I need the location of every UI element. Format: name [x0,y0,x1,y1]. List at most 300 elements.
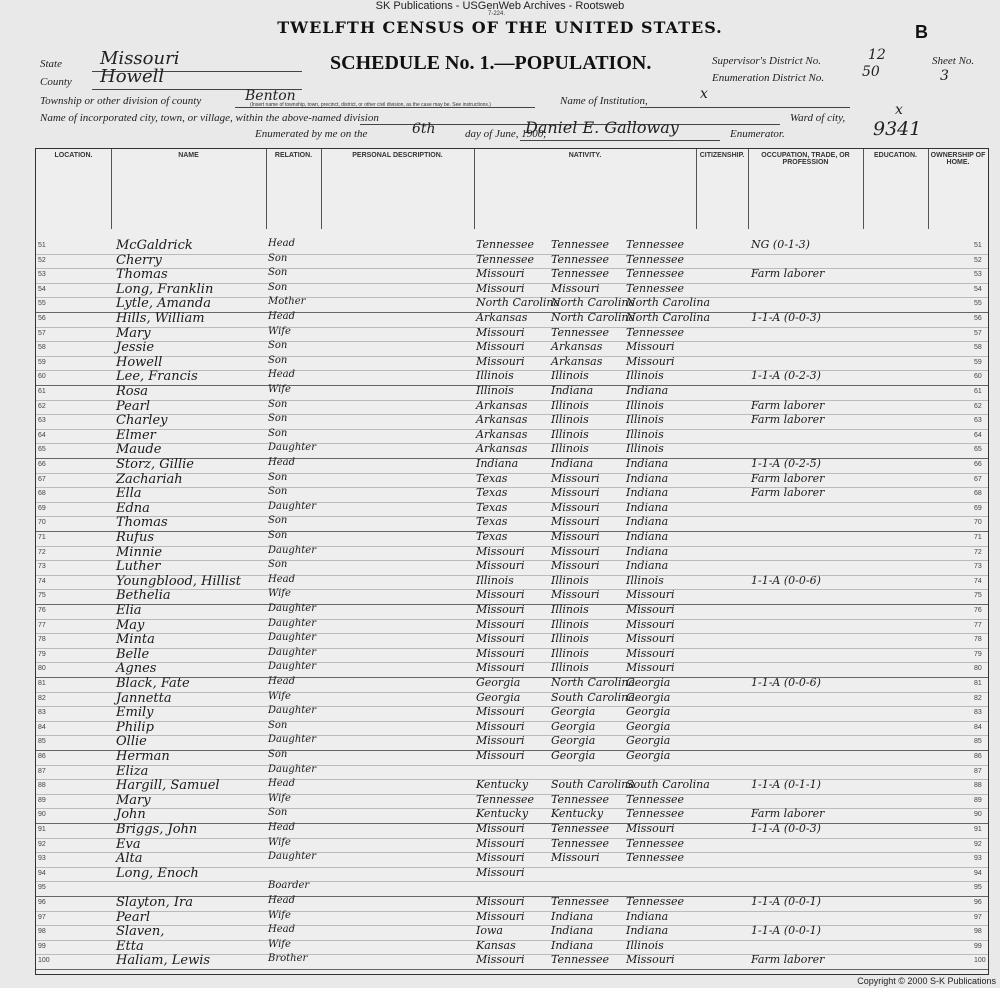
entry-father: Illinois [551,413,589,427]
entry-birth: Missouri [476,822,525,835]
entry-father: Indiana [551,909,594,923]
row-number: 59 [974,358,982,366]
entry-mother: Illinois [626,369,664,383]
entry-father: North Carolina [551,296,636,310]
row-number: 74 [974,577,982,585]
entry-relation: Daughter [268,661,316,673]
entry-father: Georgia [551,705,596,719]
entry-mother: North Carolina [626,311,711,324]
entry-father: Indiana [551,384,594,397]
entry-mother: Georgia [626,676,671,689]
row-number: 86 [38,753,46,760]
entry-mother: South Carolina [626,778,710,792]
entry-relation: Daughter [268,734,316,746]
entry-relation: Son [268,515,288,527]
row-number: 89 [38,796,46,804]
entry-birth: Missouri [476,719,525,733]
entry-relation: Daughter [268,646,316,658]
entry-father: Missouri [551,588,600,602]
entry-mother: Tennessee [626,267,684,281]
entry-occ: 1-1-A (0-1-1) [751,778,821,792]
entry-relation: Daughter [268,617,316,629]
entry-birth: Missouri [476,895,525,908]
entry-mother: Tennessee [626,238,684,251]
entry-father: Kentucky [551,807,604,821]
township-label: Township or other division of county [40,95,202,107]
entry-father: South Carolina [551,690,635,704]
entry-father: Illinois [551,398,589,412]
entry-relation: Wife [268,909,291,921]
entry-relation: Brother [268,953,308,965]
entry-mother: Tennessee [626,792,684,806]
enumerator-value: Daniel E. Galloway [525,118,679,137]
row-number: 88 [974,782,982,790]
entry-birth: Tennessee [476,252,534,266]
entry-father: Illinois [551,661,589,675]
row-number: 71 [974,534,982,541]
entry-occ: Farm laborer [751,267,825,281]
entry-mother: Georgia [626,719,671,733]
entry-relation: Son [268,354,288,366]
row-number: 98 [38,928,46,936]
entry-name: Bethelia [116,588,171,604]
entry-mother: Missouri [626,646,675,660]
form-number: 7-224. [488,11,506,17]
row-number: 75 [974,592,982,600]
entry-name: Eliza [116,763,149,779]
col-name-title: NAME [178,152,199,159]
entry-mother: Tennessee [626,895,684,908]
row-number: 55 [38,300,46,308]
entry-name: Belle [116,646,150,662]
entry-relation: Son [268,807,288,819]
row-number: 83 [974,709,982,717]
row-number: 86 [974,753,982,760]
entry-father: Illinois [551,603,589,616]
row-number: 80 [974,665,982,673]
entry-mother: Georgia [626,705,671,719]
entry-birth: Illinois [476,384,514,397]
row-number: 99 [38,942,46,950]
entry-birth: Missouri [476,588,525,602]
row-number: 70 [38,519,46,527]
entry-relation: Boarder [268,880,310,892]
entry-father: Indiana [551,924,594,938]
row-rule [36,502,988,503]
entry-relation: Son [268,719,288,731]
row-rule [36,531,988,532]
entry-name: Minta [116,632,155,648]
entry-father: Indiana [551,457,594,470]
entry-birth: Arkansas [476,427,528,441]
stamp-number: 9341 [873,118,922,140]
row-number: 61 [38,388,46,395]
entry-name: Lytle, Amanda [116,296,211,312]
entry-mother: Illinois [626,442,664,456]
entry-name: Pearl [116,909,150,925]
entry-birth: Texas [476,530,508,543]
entry-name: Maude [116,442,162,458]
entry-name: Jessie [116,340,155,356]
row-number: 67 [38,475,46,483]
entry-relation: Son [268,340,288,352]
entry-name: Youngblood, Hillist [116,573,241,589]
county-value: Howell [100,66,165,87]
row-number: 54 [974,285,982,293]
row-number: 51 [38,242,46,249]
row-number: 74 [38,577,46,585]
row-number: 94 [38,869,46,877]
entry-relation: Daughter [268,632,316,644]
entry-birth: Missouri [476,836,525,850]
enumeration-value: 50 [862,64,880,80]
entry-name: Thomas [116,267,168,283]
entry-relation: Head [268,822,296,833]
entry-relation: Mother [268,296,306,308]
entry-father: Illinois [551,369,589,383]
entry-mother: Missouri [626,617,675,631]
row-number: 53 [974,271,982,279]
entry-birth: Missouri [476,646,525,660]
row-number: 56 [974,315,982,322]
col-education-title: EDUCATION. [873,152,918,159]
entry-mother: North Carolina [626,296,711,310]
row-number: 96 [38,899,46,906]
entry-mother: Missouri [626,354,675,368]
entry-relation: Wife [268,938,291,950]
entry-father: Georgia [551,734,596,748]
entry-mother: Indiana [626,471,669,485]
col-location-title: LOCATION. [54,152,93,159]
entry-relation: Head [268,573,296,585]
entry-birth: Tennessee [476,238,534,251]
col-nativity [474,149,697,229]
entry-occ: 1-1-A (0-0-1) [751,895,821,908]
entry-mother: Georgia [626,749,671,762]
entry-relation: Daughter [268,442,316,454]
entry-father: Illinois [551,573,589,587]
row-number: 99 [974,942,982,950]
entry-birth: Tennessee [476,792,534,806]
row-number: 94 [974,869,982,877]
entry-name: John [116,807,146,823]
row-number: 81 [974,680,982,687]
page-title: TWELFTH CENSUS OF THE UNITED STATES. [277,18,723,37]
entry-mother: Indiana [626,384,669,397]
row-number: 61 [974,388,982,395]
row-number: 97 [974,913,982,921]
entry-occ: 1-1-A (0-0-3) [751,311,821,324]
entry-father: Tennessee [551,325,609,339]
row-number: 92 [974,840,982,848]
entry-occ: Farm laborer [751,398,825,412]
entry-mother: Illinois [626,573,664,587]
row-number: 98 [974,928,982,936]
row-number: 73 [974,563,982,571]
entry-father: Missouri [551,559,600,573]
col-ownership [928,149,988,229]
day-of-label: day of June, 1900, [465,128,546,140]
row-number: 91 [974,826,982,833]
entry-name: Ella [116,486,142,502]
entry-name: Etta [116,938,144,954]
township-note: (Insert name of township, town, precinct, district, or other civil division, as the case may be. See instructions.) [250,102,491,108]
entry-occ: Farm laborer [751,413,825,427]
entry-name: Herman [116,749,170,764]
row-number: 64 [38,431,46,439]
entry-relation: Son [268,471,288,483]
row-number: 85 [38,738,46,746]
row-number: 69 [38,504,46,512]
row-number: 58 [38,344,46,352]
entry-mother: Tennessee [626,325,684,339]
entry-name: Elia [116,603,142,618]
entry-birth: Missouri [476,267,525,281]
entry-name: Mary [116,325,151,341]
entry-father: Tennessee [551,953,609,967]
row-number: 52 [38,256,46,264]
entry-relation: Head [268,895,296,906]
entry-name: Long, Franklin [116,281,214,297]
row-number: 56 [38,315,46,322]
entry-name: Emily [116,705,154,721]
entry-mother: Illinois [626,427,664,441]
col-citizenship [696,149,749,229]
col-citizenship-title: CITIZENSHIP. [699,152,745,159]
entry-mother: Indiana [626,486,669,500]
entry-name: Elmer [116,427,156,443]
entry-mother: Georgia [626,734,671,748]
entry-relation: Son [268,427,288,439]
entry-birth: Arkansas [476,442,528,456]
entry-father: Illinois [551,427,589,441]
entry-birth: Missouri [476,851,525,865]
entry-birth: Texas [476,471,508,485]
entry-relation: Daughter [268,500,316,512]
entry-relation: Daughter [268,544,316,556]
entry-birth: Missouri [476,661,525,675]
row-number: 82 [38,694,46,702]
entry-mother: Indiana [626,530,669,543]
institution-value: x [700,86,708,102]
row-rule [36,516,988,517]
entry-birth: Missouri [476,603,525,616]
row-number: 85 [974,738,982,746]
enumerator-label: Enumerator. [730,128,785,140]
entry-relation: Head [268,457,296,468]
entry-father: Missouri [551,471,600,485]
state-value: Missouri [100,48,180,69]
entry-name: Edna [116,500,150,516]
col-personal [321,149,475,229]
entry-mother: Missouri [626,632,675,646]
entry-birth: Georgia [476,690,521,704]
row-number: 54 [38,285,46,293]
row-number: 62 [38,402,46,410]
col-occupation [748,149,864,229]
entry-occ: Farm laborer [751,471,825,485]
entry-occ: 1-1-A (0-0-3) [751,822,821,835]
entry-name: Slayton, Ira [116,895,193,910]
row-number: 79 [974,650,982,658]
entry-birth: Missouri [476,325,525,339]
entry-relation: Son [268,749,288,760]
row-number: 69 [974,504,982,512]
row-number: 63 [974,417,982,425]
entry-mother: Georgia [626,690,671,704]
row-number: 68 [38,490,46,498]
row-number: 75 [38,592,46,600]
entry-father: Georgia [551,749,596,762]
entry-occ: Farm laborer [751,486,825,500]
ward-label: Ward of city, [790,112,846,124]
entry-name: Haliam, Lewis [116,953,211,969]
row-number: 65 [974,446,982,454]
entry-mother: Indiana [626,544,669,558]
row-number: 83 [38,709,46,717]
col-nativity-title: NATIVITY. [568,152,602,159]
entry-father: Tennessee [551,895,609,908]
entry-father: Missouri [551,515,600,529]
entry-name: Long, Enoch [116,865,199,881]
entry-name: Minnie [116,544,163,560]
row-number: 76 [974,607,982,614]
row-number: 59 [38,358,46,366]
row-number: 67 [974,475,982,483]
entry-father: Missouri [551,544,600,558]
entry-father: Georgia [551,719,596,733]
entry-relation: Son [268,267,288,279]
entry-birth: Texas [476,515,508,529]
row-rule [36,487,988,488]
col-occupation-title: OCCUPATION, TRADE, OR PROFESSION [761,152,850,166]
row-number: 81 [38,680,46,687]
entry-father: Tennessee [551,836,609,850]
entry-occ: 1-1-A (0-0-6) [751,573,821,587]
entry-birth: Kentucky [476,778,529,792]
entry-mother: Tennessee [626,281,684,295]
entry-relation: Wife [268,690,291,702]
col-relation-title: RELATION. [274,152,313,159]
row-number: 52 [974,256,982,264]
entry-birth: Arkansas [476,311,528,324]
entry-father: Illinois [551,646,589,660]
row-number: 96 [974,899,982,906]
entry-father: Missouri [551,530,600,543]
entry-name: Rufus [116,530,155,545]
row-number: 100 [38,957,50,965]
entry-relation: Wife [268,384,291,395]
row-number: 80 [38,665,46,673]
entry-occ: Farm laborer [751,953,825,967]
entry-birth: Arkansas [476,398,528,412]
entry-name: Hargill, Samuel [116,778,220,794]
census-table [35,148,989,975]
entry-name: Luther [116,559,161,575]
entry-father: Missouri [551,851,600,865]
entry-birth: Missouri [476,953,525,967]
entry-birth: Texas [476,500,508,514]
row-number: 70 [974,519,982,527]
row-number: 62 [974,402,982,410]
col-location [36,149,112,229]
entry-name: Mary [116,792,151,808]
entry-name: Zachariah [116,471,183,487]
entry-relation: Son [268,486,288,498]
row-rule [36,925,988,926]
row-number: 78 [974,636,982,644]
row-number: 84 [974,723,982,731]
entry-mother: Tennessee [626,836,684,850]
entry-relation: Head [268,369,296,381]
row-number: 93 [974,855,982,863]
entry-mother: Missouri [626,822,675,835]
entry-mother: Indiana [626,457,669,470]
row-number: 79 [38,650,46,658]
entry-father: Tennessee [551,267,609,281]
entry-birth: Missouri [476,865,525,879]
entry-father: Missouri [551,486,600,500]
entry-mother: Missouri [626,603,675,616]
entry-name: Hills, William [116,311,205,326]
entry-relation: Wife [268,836,291,848]
row-number: 92 [38,840,46,848]
entry-birth: Missouri [476,632,525,646]
entry-birth: Missouri [476,749,525,762]
supervisor-value: 12 [868,47,886,63]
entry-father: Missouri [551,500,600,514]
entry-relation: Son [268,252,288,264]
row-number: 87 [974,767,982,775]
entry-relation: Son [268,281,288,293]
entry-name: Alta [116,851,143,867]
entry-father: Arkansas [551,354,603,368]
entry-relation: Daughter [268,603,316,614]
entry-name: Pearl [116,398,150,414]
entry-name: Black, Fate [116,676,190,691]
entry-relation: Son [268,530,288,541]
entry-relation: Son [268,413,288,425]
ward-value: x [895,102,903,118]
row-number: 78 [38,636,46,644]
entry-birth: Missouri [476,909,525,923]
entry-name: Jannetta [116,690,172,706]
row-number: 89 [974,796,982,804]
row-number: 65 [38,446,46,454]
row-number: 53 [38,271,46,279]
entry-name: Slaven, [116,924,165,940]
entry-name: Philip [116,719,154,735]
row-number: 55 [974,300,982,308]
col-personal-title: PERSONAL DESCRIPTION. [352,152,443,159]
entry-mother: Illinois [626,413,664,427]
institution-label: Name of Institution, [560,95,648,107]
entry-occ: Farm laborer [751,807,825,821]
entry-name: Ollie [116,734,147,750]
entry-occ: 1-1-A (0-2-3) [751,369,821,383]
entry-birth: Texas [476,486,508,500]
supervisor-label: Supervisor's District No. [712,55,821,67]
entry-relation: Head [268,311,296,322]
city-label: Name of incorporated city, town, or village, within the above-named division [40,112,379,124]
row-number: 51 [974,242,982,249]
row-number: 72 [974,548,982,556]
entry-father: South Carolina [551,778,635,792]
row-rule [36,969,988,970]
entry-father: Illinois [551,442,589,456]
row-number: 60 [974,373,982,381]
entry-mother: Tennessee [626,851,684,865]
